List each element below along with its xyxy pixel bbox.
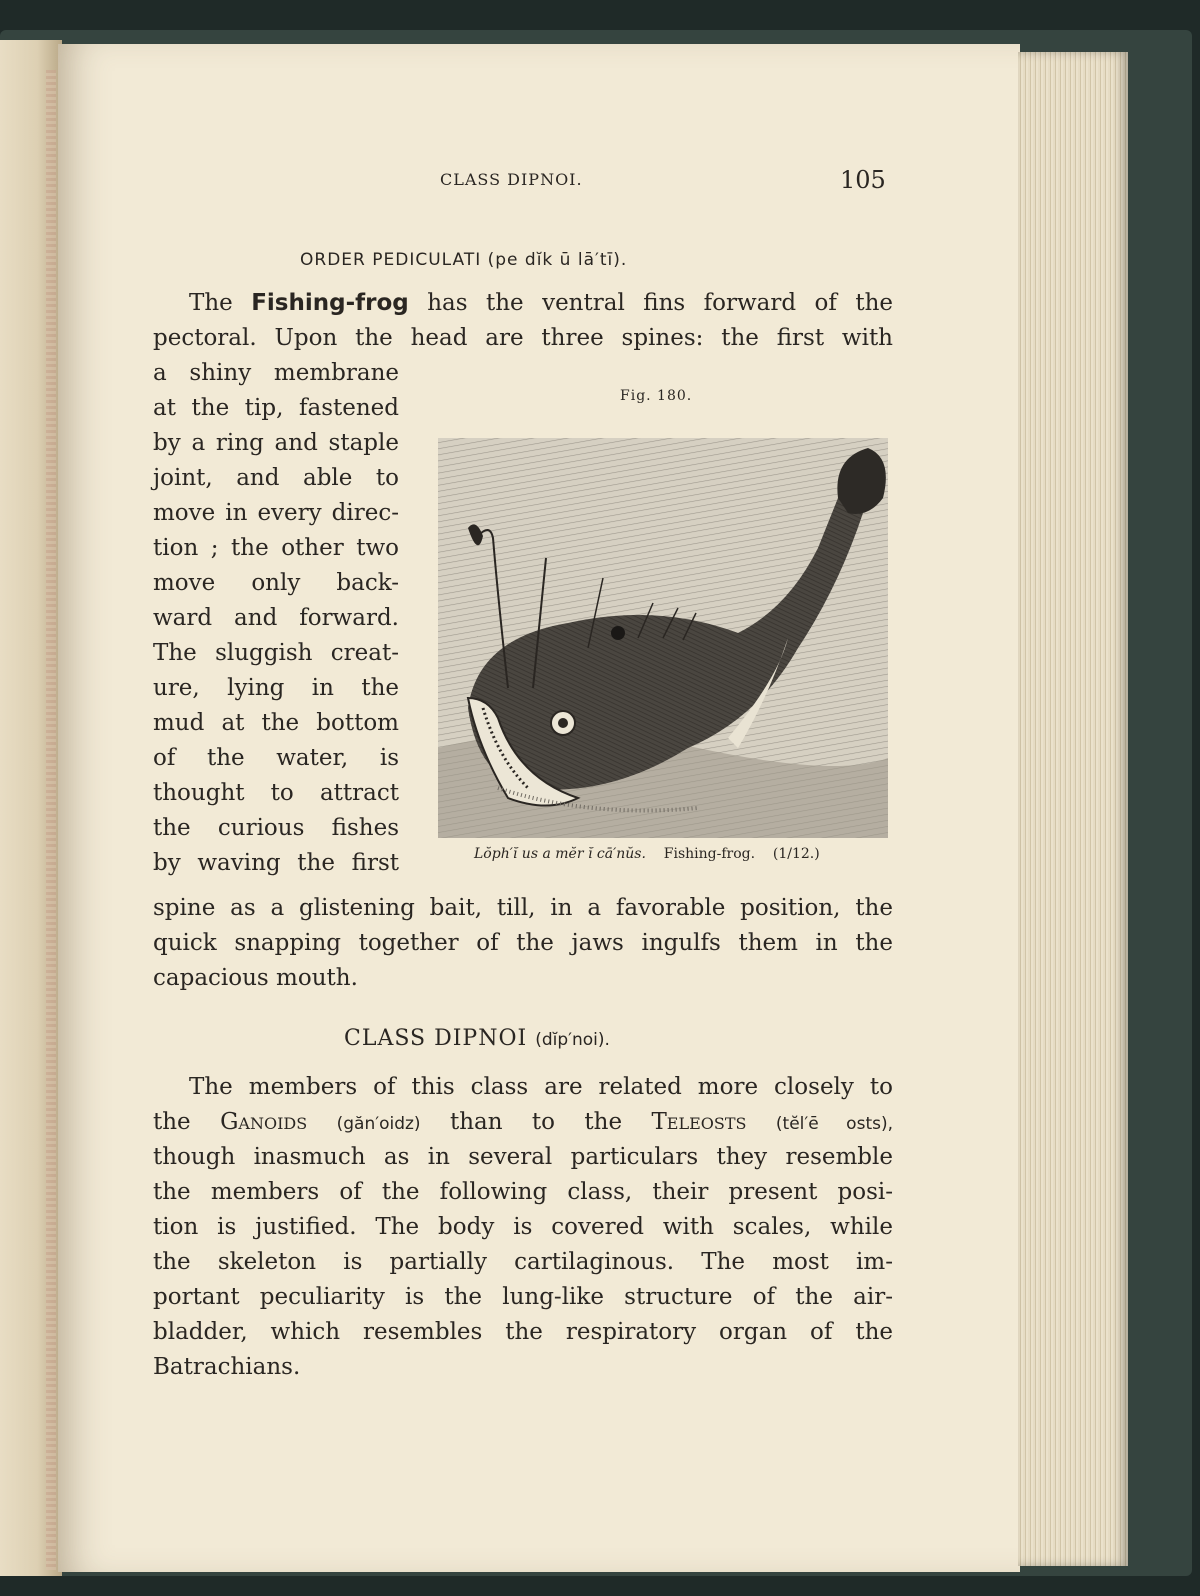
paragraph-line: capacious mouth. [153,965,358,991]
paragraph-line: The Fishing-frog has the ventral fins forward of the [189,290,894,316]
caption-scale: (1/12.) [772,846,820,862]
paragraph-line: spine as a glistening bait, till, in a favorable position, the [153,895,893,921]
paragraph-line: tion is justified. The body is covered with scales, while [153,1214,893,1240]
paragraph-line: quick snapping together of the jaws ingulfs them in the [153,930,893,956]
paragraph-line: the skeleton is partially cartilaginous. The most im- [153,1249,893,1275]
term-fishing-frog: Fishing-frog [251,290,409,316]
paragraph-line: mud at the bottom [153,710,399,736]
paragraph-line: ward and forward. [153,605,399,631]
paragraph-line: though inasmuch as in several particulars they resemble [153,1144,893,1170]
paragraph-line: tion ; the other two [153,535,399,561]
paragraph-line: The members of this class are related more closely to [189,1074,893,1100]
paragraph-line: The sluggish creat- [153,640,399,666]
class-pronunciation: (dĭp′noi). [535,1030,610,1050]
paragraph-line: the curious fishes [153,815,399,841]
fishing-frog-illustration [438,418,888,838]
paragraph-line: move only back- [153,570,399,596]
caption-latin-name: Lŏph′ĭ us a mĕr ĭ cā′nŭs. [474,846,646,862]
fish-spot [611,626,625,640]
paragraph-line: joint, and able to [153,465,399,491]
paragraph-line: bladder, which resembles the respiratory organ of the [153,1319,893,1345]
term-ganoids: Ganoids [220,1109,308,1135]
paragraph-line: at the tip, fastened [153,395,399,421]
class-heading: CLASS DIPNOI (dĭp′noi). [344,1026,610,1051]
page-number: 105 [840,166,886,194]
figure-caption [474,846,820,862]
term-teleosts: Teleosts [651,1109,747,1135]
paragraph-line: the members of the following class, their present posi- [153,1179,893,1205]
running-head: CLASS DIPNOI. [440,170,583,189]
anglerfish-engraving [438,418,888,838]
caption-common-name: Fishing-frog. [663,846,756,862]
paragraph-line: portant peculiarity is the lung-like structure of the air- [153,1284,893,1310]
paragraph-line: Batrachians. [153,1354,301,1380]
paragraph-line: a shiny membrane [153,360,399,386]
order-heading: ORDER PEDICULATI (pe dĭk ū lā′tī). [300,250,628,270]
paragraph-line: thought to attract [153,780,399,806]
figure-label: Fig. 180. [620,388,693,404]
paragraph-line: of the water, is [153,745,399,771]
paragraph-line: by a ring and staple [153,430,399,456]
paragraph-line: by waving the first [153,850,399,876]
paragraph-line: the Ganoids (găn′oidz) than to the Teleosts (tĕl′ē osts), [153,1109,894,1135]
paragraph-line: ure, lying in the [153,675,399,701]
paragraph-line: move in every direc- [153,500,399,526]
paragraph-line: pectoral. Upon the head are three spines: the first with [153,325,893,351]
